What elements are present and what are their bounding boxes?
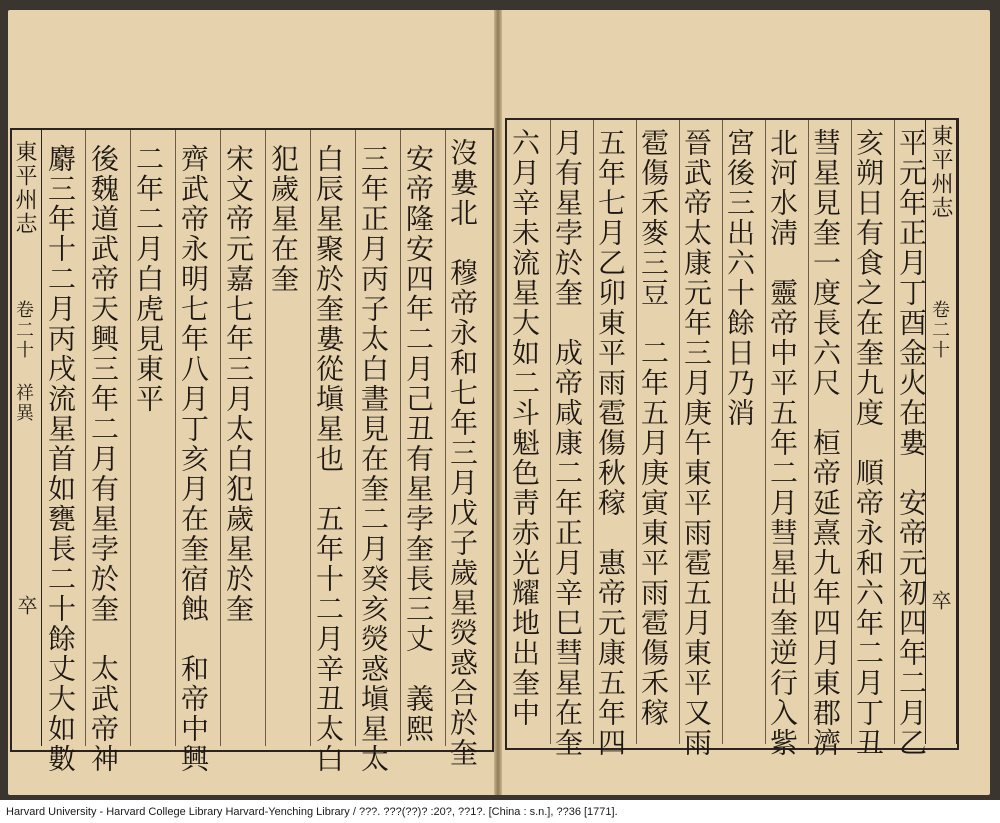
right-leaf-number: 卒 <box>928 590 952 612</box>
left-text-column: 宋文帝元嘉七年三月太白犯歲星於奎 <box>222 144 255 624</box>
left-text-column: 安帝隆安四年二月己丑有星孛奎長三丈 義熙 <box>402 144 435 744</box>
right-text-column: 彗星見奎一度長六尺 桓帝延熹九年四月東郡濟 <box>809 128 842 758</box>
right-text-column: 宮後三出六十餘日乃消 <box>723 128 756 428</box>
column-rule <box>310 130 311 746</box>
right-text-column: 雹傷禾麥三豆 二年五月庚寅東平雨雹傷禾稼 <box>637 128 670 728</box>
right-text-column: 北河水淸 靈帝中平五年二月彗星出奎逆行入紫 <box>766 128 799 758</box>
left-text-column: 三年正月丙子太白晝見在奎二月癸亥熒惑塡星太 <box>357 144 390 774</box>
column-rule <box>175 130 176 746</box>
left-text-column: 白辰星聚於奎婁從塡星也 五年十二月辛丑太白 <box>312 144 345 774</box>
right-text-column: 五年七月乙卯東平雨雹傷秋稼 惠帝元康五年四 <box>594 128 627 758</box>
column-rule <box>85 130 86 746</box>
column-rule <box>265 130 266 746</box>
right-text-column: 平元年正月丁酉金火在婁 安帝元初四年二月乙 <box>895 128 928 758</box>
right-margin-title: 東平州志 <box>928 124 953 220</box>
left-margin-volume: 卷二十 祥異 <box>13 300 34 423</box>
column-rule <box>220 130 221 746</box>
left-leaf-number: 卒 <box>14 595 38 617</box>
left-margin-title: 東平州志 <box>12 140 37 236</box>
column-rule <box>400 130 401 746</box>
column-rule <box>130 130 131 746</box>
left-text-column: 犯歲星在奎 <box>267 144 300 294</box>
book-gutter <box>494 10 502 795</box>
right-text-column: 六月辛未流星大如二斗魁色靑赤光耀地出奎中 <box>508 128 541 728</box>
column-rule <box>355 130 356 746</box>
right-text-column: 月有星孛於奎 成帝咸康二年正月辛巳彗星在奎 <box>551 128 584 758</box>
left-text-column: 沒婁北 穆帝永和七年三月戊子歲星熒惑合於奎 <box>446 138 479 768</box>
library-credit-footer: Harvard University - Harvard College Library Harvard-Yenching Library / ???. ???(??)? :20?, ??1?. [China : s.n.], ??36 [1771]. <box>6 806 618 818</box>
right-text-column: 亥朔日有食之在奎九度 順帝永和六年二月丁丑 <box>852 128 885 758</box>
right-text-column: 晉武帝太康元年三月庚午東平雨雹五月東平又雨 <box>680 128 713 758</box>
right-margin-volume: 卷二十 <box>929 300 950 360</box>
left-text-column: 二年二月白虎見東平 <box>132 144 165 414</box>
left-text-column: 後魏道武帝天興三年二月有星孛於奎 太武帝神 <box>87 144 120 774</box>
left-text-column: 齊武帝永明七年八月丁亥月在奎宿蝕 和帝中興 <box>177 144 210 774</box>
left-text-column: 麝三年十二月丙戌流星首如甕長二十餘丈大如數 <box>44 144 77 774</box>
